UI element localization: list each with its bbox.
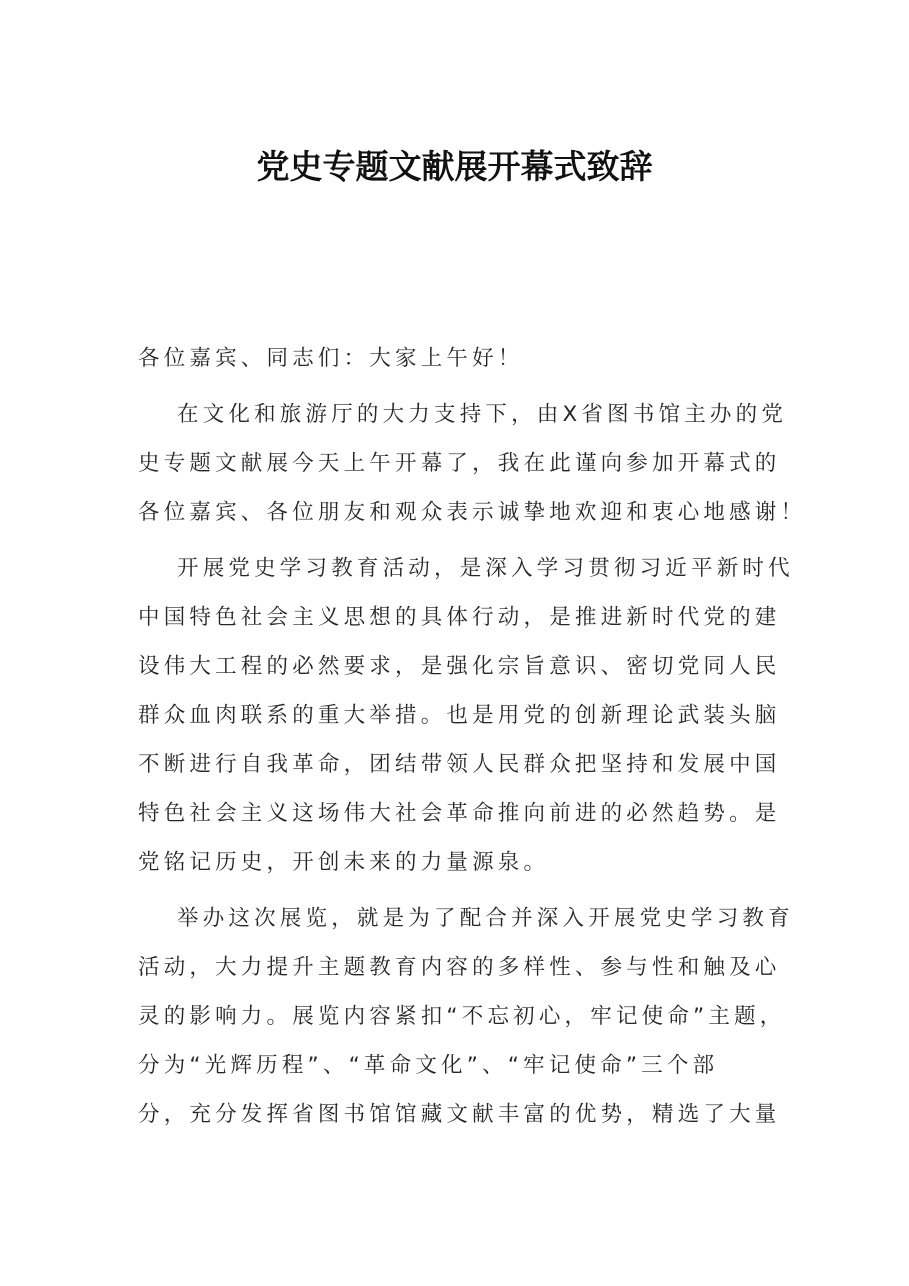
paragraph-line: 分，充分发挥省图书馆馆藏文献丰富的优势，精选了大量 <box>138 1102 781 1127</box>
paragraph-1 <box>138 393 807 540</box>
document-title: 党史专题文献展开幕式致辞 <box>256 147 653 186</box>
document-body <box>138 337 807 1142</box>
paragraph-line: 在文化和旅游厅的大力支持下，由X省图书馆主办的党 <box>177 402 788 427</box>
paragraph-3 <box>138 897 794 1142</box>
paragraph-line: 群众血肉联系的重大举措。也是用党的创新理论武装头脑 <box>138 703 781 728</box>
paragraph-line: 史专题文献展今天上午开幕了，我在此谨向参加开幕式的 <box>138 451 781 476</box>
paragraph-line: 设伟大工程的必然要求，是强化宗旨意识、密切党同人民 <box>138 654 781 679</box>
paragraph-line: 不断进行自我革命，团结带领人民群众把坚持和发展中国 <box>138 752 781 777</box>
paragraph-line: 中国特色社会主义思想的具体行动，是推进新时代党的建 <box>138 605 781 630</box>
paragraph-line: 活动，大力提升主题教育内容的多样性、参与性和触及心 <box>138 955 781 980</box>
greeting-line: 各位嘉宾、同志们：大家上午好！ <box>138 346 524 371</box>
paragraph-line: 各位嘉宾、各位朋友和观众表示诚挚地欢迎和衷心地感谢！ <box>138 500 807 525</box>
paragraph-line: 党铭记历史，开创未来的力量源泉。 <box>138 850 550 875</box>
paragraph-line: 特色社会主义这场伟大社会革命推向前进的必然趋势。是 <box>138 801 781 826</box>
paragraph-line: 分为“光辉历程”、“革命文化”、“牢记使命”三个部 <box>138 1053 719 1078</box>
paragraph-line: 灵的影响力。展览内容紧扣“不忘初心，牢记使命”主题， <box>138 1004 786 1029</box>
paragraph-line: 开展党史学习教育活动，是深入学习贯彻习近平新时代 <box>177 556 794 581</box>
paragraph-line: 举办这次展览，就是为了配合并深入开展党史学习教育 <box>177 906 794 931</box>
paragraph-2 <box>138 547 794 890</box>
